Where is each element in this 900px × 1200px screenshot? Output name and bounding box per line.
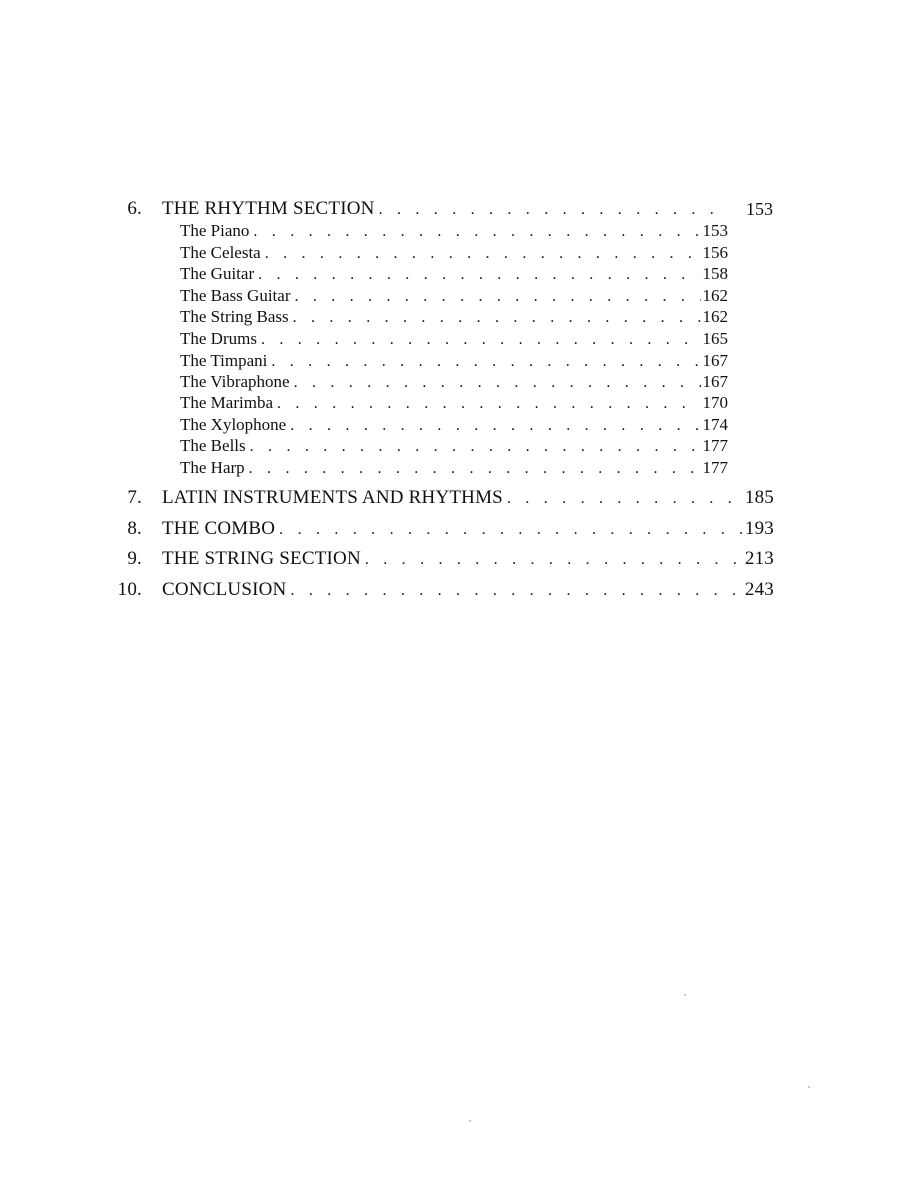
entry-page: 177 <box>702 458 728 477</box>
entry-label: The Vibraphone <box>180 372 294 392</box>
entry-page: 174 <box>702 415 728 434</box>
dot-leader <box>293 310 701 326</box>
chapter-title: THE STRING SECTION <box>162 548 365 570</box>
dot-leader <box>290 583 742 599</box>
chapter-page: 213 <box>744 548 774 569</box>
toc-entry <box>180 329 728 349</box>
chapter-page: 243 <box>744 579 774 600</box>
entry-page: 177 <box>702 436 728 455</box>
entry-page: 158 <box>702 264 728 283</box>
toc-chapter-7 <box>112 487 774 509</box>
dot-leader <box>249 461 701 477</box>
toc-chapter-8 <box>112 518 774 540</box>
entry-page: 167 <box>702 351 728 370</box>
entry-label: The Piano <box>180 221 253 241</box>
chapter-number: 7. <box>127 487 142 508</box>
toc-chapter-6 <box>128 198 728 220</box>
chapter-6-page: 153 <box>746 199 773 219</box>
dot-leader <box>261 332 701 348</box>
toc-entry <box>180 351 728 371</box>
toc-entry <box>180 436 728 456</box>
entry-label: The Xylophone <box>180 415 290 435</box>
scan-speck <box>808 1086 810 1088</box>
scan-speck <box>684 994 686 996</box>
dot-leader <box>279 522 743 538</box>
chapter-number: 10. <box>117 579 142 600</box>
dot-leader <box>253 224 700 240</box>
chapter-title: LATIN INSTRUMENTS AND RHYTHMS <box>162 487 507 509</box>
dot-leader <box>277 396 701 412</box>
dot-leader <box>379 202 728 218</box>
dot-leader <box>265 246 701 262</box>
chapter-number: 9. <box>127 548 142 569</box>
toc-entry <box>180 372 728 392</box>
toc-entry <box>180 221 728 241</box>
toc-entry <box>180 286 728 306</box>
dot-leader <box>271 354 700 370</box>
toc-entry <box>180 393 728 413</box>
entry-page: 162 <box>702 286 728 305</box>
chapter-page: 185 <box>744 487 774 508</box>
entry-label: The Marimba <box>180 393 277 413</box>
entry-page: 170 <box>702 393 728 412</box>
dot-leader <box>290 418 700 434</box>
chapter-title: THE COMBO <box>162 518 279 540</box>
entry-page: 162 <box>702 307 728 326</box>
chapter-title: CONCLUSION <box>162 579 290 601</box>
toc-entry <box>180 243 728 263</box>
dot-leader <box>258 267 700 283</box>
dot-leader <box>365 552 743 568</box>
entry-page: 153 <box>702 221 728 240</box>
toc-chapter-10 <box>112 579 774 601</box>
entry-page: 156 <box>702 243 728 262</box>
dot-leader <box>294 289 700 305</box>
entry-page: 165 <box>702 329 728 348</box>
entry-label: The String Bass <box>180 307 293 327</box>
entry-label: The Timpani <box>180 351 271 371</box>
entry-label: The Harp <box>180 458 249 478</box>
chapter-number: 6. <box>127 198 142 219</box>
entry-label: The Drums <box>180 329 261 349</box>
chapter-page: 193 <box>744 518 774 539</box>
dot-leader <box>250 439 701 455</box>
entry-label: The Bass Guitar <box>180 286 294 306</box>
toc-chapter-9 <box>112 548 774 570</box>
toc-entry <box>180 264 728 284</box>
entry-label: The Guitar <box>180 264 258 284</box>
dot-leader <box>294 375 701 391</box>
toc-entry <box>180 458 728 478</box>
scan-speck <box>469 1120 471 1122</box>
chapter-title: THE RHYTHM SECTION <box>162 198 379 220</box>
entry-label: The Celesta <box>180 243 265 263</box>
dot-leader <box>507 491 743 507</box>
toc-entry <box>180 415 728 435</box>
entry-page: 167 <box>702 372 728 391</box>
entry-label: The Bells <box>180 436 250 456</box>
toc-entry <box>180 307 728 327</box>
chapter-number: 8. <box>127 518 142 539</box>
